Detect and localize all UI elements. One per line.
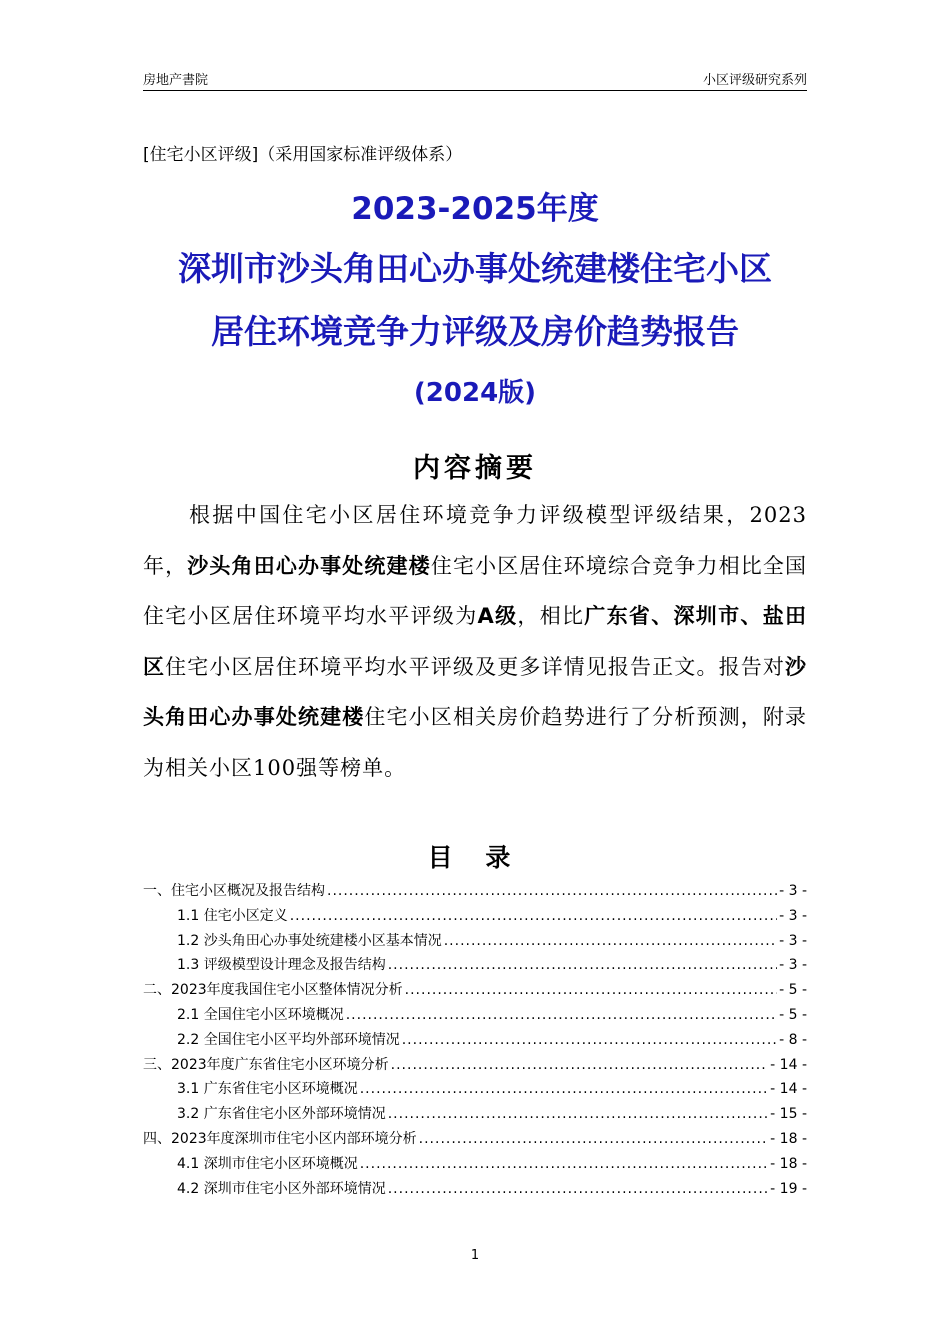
toc-entry-page: - 5 - <box>779 1006 807 1023</box>
toc-entry-page: - 8 - <box>779 1031 807 1048</box>
toc-leader-dots <box>290 908 777 924</box>
toc-entry[interactable] <box>143 1178 807 1203</box>
table-of-contents <box>143 880 807 1202</box>
toc-leader-dots <box>360 1156 768 1172</box>
summary-paragraph <box>143 490 807 793</box>
toc-entry-page: - 18 - <box>770 1155 807 1172</box>
header-series: 小区评级研究系列 <box>702 73 807 88</box>
page-number: 1 <box>470 1248 480 1263</box>
toc-leader-dots <box>388 1181 768 1197</box>
toc-entry-label: 二、2023年度我国住宅小区整体情况分析 <box>143 982 403 999</box>
toc-entry-page: - 3 - <box>779 907 807 924</box>
toc-entry[interactable] <box>143 880 807 905</box>
summary-bold-2: A级 <box>477 604 518 628</box>
toc-entry-label: 一、住宅小区概况及报告结构 <box>143 883 325 899</box>
toc-entry[interactable] <box>143 1153 807 1178</box>
toc-leader-dots <box>388 957 777 973</box>
toc-entry-label: 四、2023年度深圳市住宅小区内部环境分析 <box>143 1130 417 1147</box>
toc-entry[interactable] <box>143 1029 807 1054</box>
toc-heading: 目 录 <box>427 843 523 872</box>
toc-entry-page: - 18 - <box>770 1130 807 1147</box>
summary-bold-3: 广东省、深圳市、盐田区 <box>143 604 808 679</box>
toc-entry[interactable] <box>143 1128 807 1153</box>
report-category: [住宅小区评级]（采用国家标准评级体系） <box>143 145 463 165</box>
toc-entry-label: 3.1 广东省住宅小区环境概况 <box>177 1081 358 1098</box>
toc-leader-dots <box>360 1081 768 1097</box>
header-publisher: 房地产書院 <box>143 73 209 88</box>
summary-text-4: 住宅小区居住环境平均水平评级及更多详情见报告正文。报告对 <box>165 654 786 679</box>
toc-leader-dots <box>444 933 777 949</box>
toc-leader-dots <box>388 1106 768 1122</box>
toc-entry-page: - 3 - <box>779 957 807 974</box>
toc-entry-page: - 14 - <box>770 1056 807 1073</box>
summary-bold-1: 沙头角田心办事处统建楼 <box>187 553 431 578</box>
toc-entry-page: - 14 - <box>770 1081 807 1098</box>
toc-entry-label: 3.2 广东省住宅小区外部环境情况 <box>177 1106 386 1123</box>
toc-entry[interactable] <box>143 905 807 930</box>
toc-entry-page: - 3 - <box>779 883 807 899</box>
toc-entry-page: - 15 - <box>770 1106 807 1123</box>
title-line-2: 居住环境竞争力评级及房价趋势报告 <box>211 312 739 351</box>
page-header <box>143 66 807 91</box>
toc-leader-dots <box>402 1032 777 1048</box>
toc-entry-label: 1.3 评级模型设计理念及报告结构 <box>177 957 386 974</box>
toc-leader-dots <box>391 1057 769 1073</box>
summary-text-2: 住宅小区居住环境综合竞争力相比全国住宅小区居住环境平均水平评级为 <box>143 553 808 628</box>
summary-text-5: 住宅小区相关房价趋势进行了分析预测，附录为相关小区100强等榜单。 <box>143 705 808 780</box>
toc-leader-dots <box>346 1007 777 1023</box>
toc-entry-page: - 19 - <box>770 1180 807 1197</box>
toc-leader-dots <box>405 982 777 998</box>
summary-text-3: ，相比 <box>517 604 585 628</box>
toc-entry[interactable] <box>143 930 807 955</box>
summary-text-1: 根据中国住宅小区居住环境竞争力评级模型评级结果，2023年， <box>143 503 807 578</box>
toc-entry-label: 4.2 深圳市住宅小区外部环境情况 <box>177 1180 386 1197</box>
toc-entry[interactable] <box>143 1004 807 1029</box>
title-edition: (2024版) <box>413 378 537 408</box>
toc-entry[interactable] <box>143 1078 807 1103</box>
toc-entry[interactable] <box>143 979 807 1004</box>
summary-bold-4: 沙头角田心办事处统建楼 <box>143 654 808 729</box>
toc-entry-label: 1.2 沙头角田心办事处统建楼小区基本情况 <box>177 932 442 949</box>
toc-leader-dots <box>327 883 777 899</box>
toc-entry-label: 三、2023年度广东省住宅小区环境分析 <box>143 1056 389 1073</box>
title-year: 2023-2025年度 <box>351 191 599 227</box>
toc-entry-label: 2.2 全国住宅小区平均外部环境情况 <box>177 1031 400 1048</box>
toc-entry-label: 1.1 住宅小区定义 <box>177 907 288 924</box>
title-line-1: 深圳市沙头角田心办事处统建楼住宅小区 <box>178 249 772 288</box>
toc-entry[interactable] <box>143 1103 807 1128</box>
toc-entry-label: 4.1 深圳市住宅小区环境概况 <box>177 1155 358 1172</box>
toc-entry-page: - 5 - <box>779 982 807 999</box>
summary-heading: 内容摘要 <box>413 453 537 484</box>
toc-leader-dots <box>419 1131 769 1147</box>
toc-entry-label: 2.1 全国住宅小区环境概况 <box>177 1006 344 1023</box>
toc-entry[interactable] <box>143 954 807 979</box>
toc-entry[interactable] <box>143 1054 807 1079</box>
toc-entry-page: - 3 - <box>779 932 807 949</box>
